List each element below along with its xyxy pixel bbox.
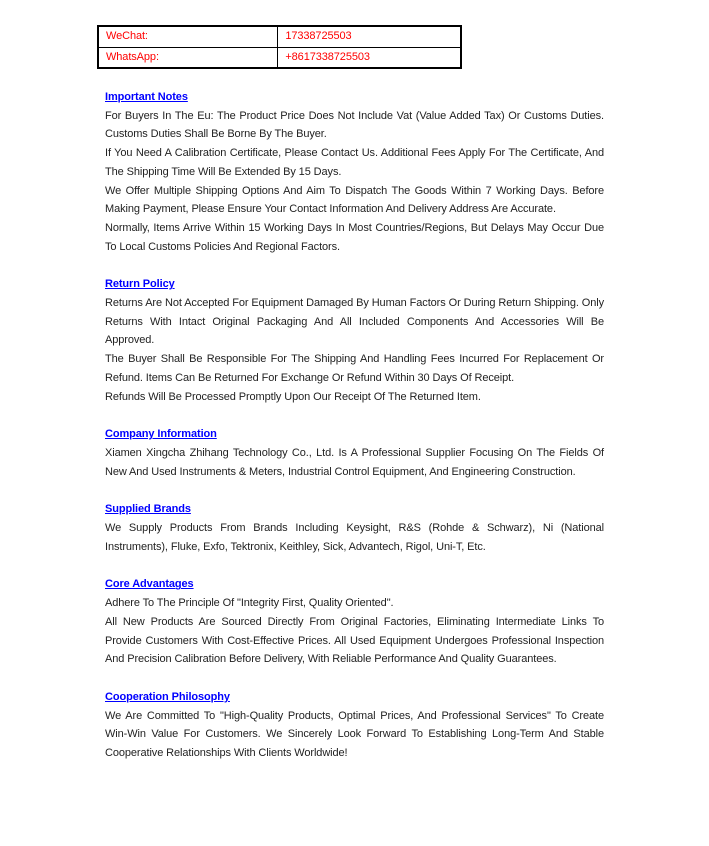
- section-company-information: [105, 425, 604, 481]
- wechat-value: 17338725503: [278, 26, 461, 47]
- paragraph: All New Products Are Sourced Directly From Original Factories, Eliminating Intermediate Links To Provide Customers With Cost-Effective Prices. All Used Equipment Undergoes Professional Inspection And Precision Calibration Before Delivery, With Reliable Performance And Quality Guarantees.: [105, 615, 604, 666]
- paragraph: Returns Are Not Accepted For Equipment Damaged By Human Factors Or During Return Shipping. Only Returns With Intact Original Packaging And All Included Components And Accessories Will Be Approved.: [105, 297, 604, 347]
- section-heading-company-information: Company Information: [105, 428, 217, 441]
- section-heading-return-policy: Return Policy: [105, 278, 175, 291]
- paragraph: Refunds Will Be Processed Promptly Upon Our Receipt Of The Returned Item.: [105, 390, 481, 403]
- paragraph: If You Need A Calibration Certificate, Please Contact Us. Additional Fees Apply For The Certificate, And The Shipping Time Will Be Extended By 15 Days.: [105, 147, 604, 178]
- paragraph: Adhere To The Principle Of "Integrity First, Quality Oriented".: [105, 597, 394, 610]
- wechat-label: WeChat:: [98, 26, 278, 47]
- section-return-policy: [105, 275, 604, 406]
- section-supplied-brands: [105, 500, 604, 556]
- section-heading-cooperation-philosophy: Cooperation Philosophy: [105, 690, 230, 703]
- section-heading-important-notes: Important Notes: [105, 91, 188, 103]
- section-heading-supplied-brands: Supplied Brands: [105, 503, 191, 516]
- paragraph: The Buyer Shall Be Responsible For The Shipping And Handling Fees Incurred For Replacement Or Refund. Items Can Be Returned For Exchange Or Refund Within 30 Days Of Receipt.: [105, 353, 604, 384]
- paragraph: For Buyers In The Eu: The Product Price Does Not Include Vat (Value Added Tax) Or Customs Duties. Customs Duties Shall Be Borne By The Buyer.: [105, 109, 604, 141]
- section-important-notes: [105, 88, 604, 256]
- table-row: [98, 47, 461, 68]
- table-row: [98, 26, 461, 47]
- paragraph: We Offer Multiple Shipping Options And Aim To Dispatch The Goods Within 7 Working Days. Before Making Payment, Please Ensure Your Contact Information And Delivery Address Are Accurate.: [105, 184, 604, 216]
- section-cooperation-philosophy: [105, 688, 604, 763]
- paragraph: Xiamen Xingcha Zhihang Technology Co., Ltd. Is A Professional Supplier Focusing On The Fields Of New And Used Instruments & Meters, Industrial Control Equipment, And Engineering Construction.: [105, 446, 604, 478]
- section-heading-core-advantages: Core Advantages: [105, 578, 194, 591]
- paragraph: We Supply Products From Brands Including Keysight, R&S (Rohde & Schwarz), Ni (National Instruments), Fluke, Exfo, Tektronix, Keithley, Sick, Advantech, Rigol, Uni-T, Etc.: [105, 522, 604, 553]
- section-core-advantages: [105, 575, 604, 669]
- whatsapp-label: WhatsApp:: [98, 47, 278, 68]
- contact-table: [97, 25, 462, 69]
- paragraph: Normally, Items Arrive Within 15 Working Days In Most Countries/Regions, But Delays May Occur Due To Local Customs Policies And Regional Factors.: [105, 221, 604, 253]
- paragraph: We Are Committed To "High-Quality Products, Optimal Prices, And Professional Services" To Create Win-Win Value For Customers. We Sincerely Look Forward To Establishing Long-Term And Stable Cooperative Relationships With Clients Worldwide!: [105, 709, 604, 760]
- whatsapp-value: +8617338725503: [278, 47, 461, 68]
